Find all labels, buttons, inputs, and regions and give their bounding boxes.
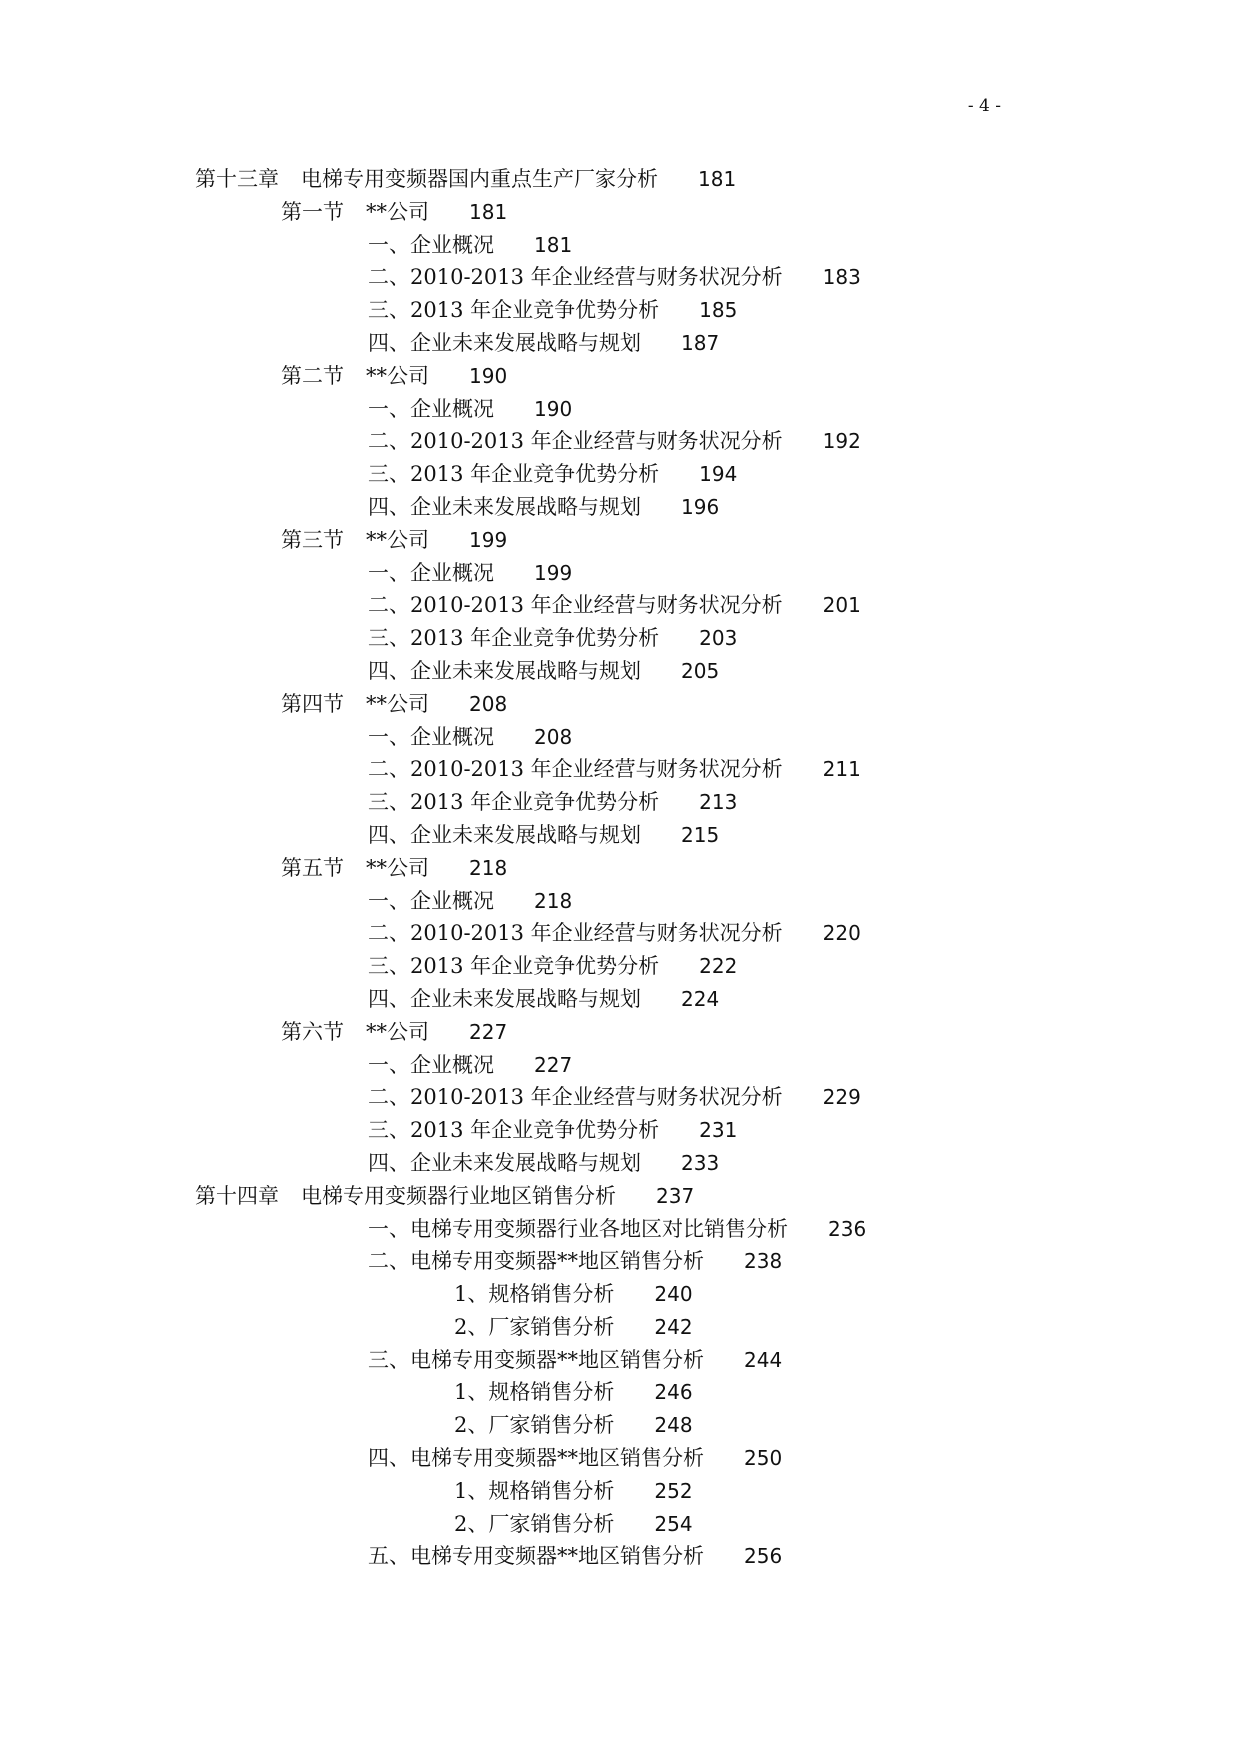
toc-entry-page: 218 — [469, 855, 508, 880]
toc-entry[interactable] — [195, 1540, 1201, 1573]
toc-entry[interactable] — [195, 721, 1201, 754]
toc-entry-page: 233 — [681, 1150, 720, 1175]
toc-entry-title: 三、2013 年企业竞争优势分析 — [368, 626, 660, 651]
toc-entry-page: 192 — [822, 429, 861, 454]
toc-entry-page: 236 — [828, 1216, 867, 1241]
toc-entry-page: 208 — [469, 691, 508, 716]
toc-entry[interactable] — [195, 360, 1201, 393]
toc-entry-title: 一、企业概况 — [368, 232, 494, 257]
toc-entry[interactable] — [195, 983, 1201, 1016]
toc-entry-page: 199 — [469, 527, 508, 552]
toc-entry[interactable] — [195, 491, 1201, 524]
toc-entry[interactable] — [195, 819, 1201, 852]
toc-entry[interactable] — [195, 622, 1201, 655]
toc-entry[interactable] — [195, 1114, 1201, 1147]
toc-entry-title: **公司 — [366, 199, 429, 224]
toc-entry-page: 222 — [699, 954, 738, 979]
toc-entry-page: 240 — [654, 1282, 693, 1307]
toc-entry-prefix: 第五节 — [281, 855, 344, 880]
toc-entry-prefix: 第十三章 — [195, 167, 279, 191]
toc-entry-title: 二、2010-2013 年企业经营与财务状况分析 — [368, 265, 783, 290]
toc-entry-title: 二、2010-2013 年企业经营与财务状况分析 — [368, 593, 783, 618]
toc-entry-page: 187 — [681, 330, 720, 355]
toc-entry-page: 244 — [744, 1347, 783, 1372]
toc-entry-title: 电梯专用变频器行业地区销售分析 — [301, 1183, 616, 1208]
toc-entry-title: 二、2010-2013 年企业经营与财务状况分析 — [368, 1085, 783, 1110]
toc-entry-title: 1、规格销售分析 — [454, 1380, 615, 1405]
toc-entry-title: 四、企业未来发展战略与规划 — [368, 494, 641, 519]
toc-entry-title: 四、企业未来发展战略与规划 — [368, 1150, 641, 1175]
toc-entry-title: **公司 — [366, 691, 429, 716]
toc-entry-page: 211 — [822, 757, 861, 782]
toc-entry-title: **公司 — [366, 363, 429, 388]
page-number: - 4 - — [967, 96, 1001, 116]
toc-entry-title: 四、企业未来发展战略与规划 — [368, 986, 641, 1011]
toc-entry-page: 183 — [822, 265, 861, 290]
toc-entry-page: 194 — [699, 462, 738, 487]
toc-entry-page: 227 — [469, 1019, 508, 1044]
toc-entry-page: 215 — [681, 822, 720, 847]
toc-entry-page: 190 — [469, 363, 508, 388]
toc-entry-page: 224 — [681, 986, 720, 1011]
toc-entry[interactable] — [195, 1409, 1201, 1442]
toc-entry-title: 1、规格销售分析 — [454, 1282, 615, 1307]
toc-entry-prefix: 第二节 — [281, 363, 344, 388]
toc-entry-page: 201 — [822, 593, 861, 618]
toc-entry-title: 五、电梯专用变频器**地区销售分析 — [368, 1544, 704, 1569]
toc-entry-title: 三、2013 年企业竞争优势分析 — [368, 298, 660, 323]
toc-entry-title: 2、厂家销售分析 — [454, 1314, 615, 1339]
toc-entry-page: 208 — [534, 724, 573, 749]
toc-entry-page: 246 — [654, 1380, 693, 1405]
toc-entry-title: 一、企业概况 — [368, 888, 494, 913]
toc-entry[interactable] — [195, 688, 1201, 721]
toc-entry-title: 2、厂家销售分析 — [454, 1511, 615, 1536]
toc-entry[interactable] — [195, 557, 1201, 590]
toc-entry[interactable] — [195, 524, 1201, 557]
toc-entry[interactable] — [195, 458, 1201, 491]
toc-entry[interactable] — [195, 425, 1201, 458]
toc-entry[interactable] — [195, 852, 1201, 885]
toc-entry-title: 二、2010-2013 年企业经营与财务状况分析 — [368, 757, 783, 782]
toc-entry-page: 231 — [699, 1118, 738, 1143]
toc-entry[interactable] — [195, 229, 1201, 262]
toc-entry-page: 181 — [469, 199, 508, 224]
toc-entry[interactable] — [195, 393, 1201, 426]
toc-entry-page: 248 — [654, 1413, 693, 1438]
toc-entry[interactable] — [195, 1147, 1201, 1180]
toc-entry-page: 252 — [654, 1478, 693, 1503]
toc-entry[interactable] — [195, 786, 1201, 819]
toc-entry-page: 181 — [534, 232, 573, 257]
toc-entry-title: 三、2013 年企业竞争优势分析 — [368, 1118, 660, 1143]
toc-entry[interactable] — [195, 261, 1201, 294]
toc-entry-page: 185 — [699, 298, 738, 323]
toc-entry[interactable] — [195, 294, 1201, 327]
toc-entry[interactable] — [195, 1278, 1201, 1311]
toc-entry-prefix: 第四节 — [281, 691, 344, 716]
toc-entry-title: 四、企业未来发展战略与规划 — [368, 658, 641, 683]
toc-entry[interactable] — [195, 885, 1201, 918]
toc-entry-page: 237 — [656, 1183, 695, 1208]
toc-entry[interactable] — [195, 1311, 1201, 1344]
toc-entry-title: 三、2013 年企业竞争优势分析 — [368, 462, 660, 487]
toc-entry-title: 二、2010-2013 年企业经营与财务状况分析 — [368, 429, 783, 454]
toc-entry[interactable] — [195, 163, 1201, 196]
toc-entry-page: 203 — [699, 626, 738, 651]
table-of-contents — [195, 163, 1201, 1573]
toc-entry-page: 250 — [744, 1446, 783, 1471]
toc-entry-page: 205 — [681, 658, 720, 683]
toc-entry-title: 二、2010-2013 年企业经营与财务状况分析 — [368, 921, 783, 946]
toc-entry-title: 三、电梯专用变频器**地区销售分析 — [368, 1347, 704, 1372]
toc-entry-page: 229 — [822, 1085, 861, 1110]
toc-entry[interactable] — [195, 950, 1201, 983]
toc-entry-title: 四、企业未来发展战略与规划 — [368, 330, 641, 355]
toc-entry[interactable] — [195, 1475, 1201, 1508]
toc-entry[interactable] — [195, 655, 1201, 688]
toc-entry-title: **公司 — [366, 1019, 429, 1044]
toc-entry-page: 196 — [681, 494, 720, 519]
toc-entry-page: 213 — [699, 790, 738, 815]
toc-entry-prefix: 第一节 — [281, 199, 344, 224]
toc-entry-page: 254 — [654, 1511, 693, 1536]
toc-entry-title: 2、厂家销售分析 — [454, 1413, 615, 1438]
toc-entry-page: 220 — [822, 921, 861, 946]
toc-entry-page: 218 — [534, 888, 573, 913]
toc-entry-title: 一、企业概况 — [368, 396, 494, 421]
toc-entry-title: **公司 — [366, 855, 429, 880]
toc-entry-title: 二、电梯专用变频器**地区销售分析 — [368, 1249, 704, 1274]
toc-entry[interactable] — [195, 589, 1201, 622]
toc-entry[interactable] — [195, 1245, 1201, 1278]
toc-entry-title: 三、2013 年企业竞争优势分析 — [368, 790, 660, 815]
toc-entry[interactable] — [195, 1344, 1201, 1377]
toc-entry-page: 227 — [534, 1052, 573, 1077]
toc-entry-title: 1、规格销售分析 — [454, 1478, 615, 1503]
toc-entry[interactable] — [195, 1016, 1201, 1049]
toc-entry-title: 一、企业概况 — [368, 724, 494, 749]
toc-entry-title: **公司 — [366, 527, 429, 552]
toc-entry[interactable] — [195, 1180, 1201, 1213]
toc-entry[interactable] — [195, 1376, 1201, 1409]
toc-entry[interactable] — [195, 1049, 1201, 1082]
toc-entry-page: 256 — [744, 1544, 783, 1569]
toc-entry-page: 190 — [534, 396, 573, 421]
toc-entry[interactable] — [195, 327, 1201, 360]
toc-entry-title: 四、电梯专用变频器**地区销售分析 — [368, 1446, 704, 1471]
toc-entry-prefix: 第十四章 — [195, 1183, 279, 1208]
toc-entry-title: 四、企业未来发展战略与规划 — [368, 822, 641, 847]
toc-entry-title: 三、2013 年企业竞争优势分析 — [368, 954, 660, 979]
toc-entry-title: 电梯专用变频器国内重点生产厂家分析 — [301, 167, 658, 191]
toc-entry-page: 238 — [744, 1249, 783, 1274]
toc-entry[interactable] — [195, 1442, 1201, 1475]
toc-entry-prefix: 第三节 — [281, 527, 344, 552]
toc-entry-title: 一、企业概况 — [368, 560, 494, 585]
toc-entry[interactable] — [195, 196, 1201, 229]
toc-entry-title: 一、电梯专用变频器行业各地区对比销售分析 — [368, 1216, 788, 1241]
toc-entry-page: 181 — [698, 167, 737, 191]
toc-entry[interactable] — [195, 1508, 1201, 1541]
toc-entry[interactable] — [195, 1081, 1201, 1114]
toc-entry-prefix: 第六节 — [281, 1019, 344, 1044]
toc-entry[interactable] — [195, 917, 1201, 950]
toc-entry-page: 242 — [654, 1314, 693, 1339]
toc-entry-title: 一、企业概况 — [368, 1052, 494, 1077]
toc-entry[interactable] — [195, 753, 1201, 786]
toc-entry-page: 199 — [534, 560, 573, 585]
toc-entry[interactable] — [195, 1213, 1201, 1246]
